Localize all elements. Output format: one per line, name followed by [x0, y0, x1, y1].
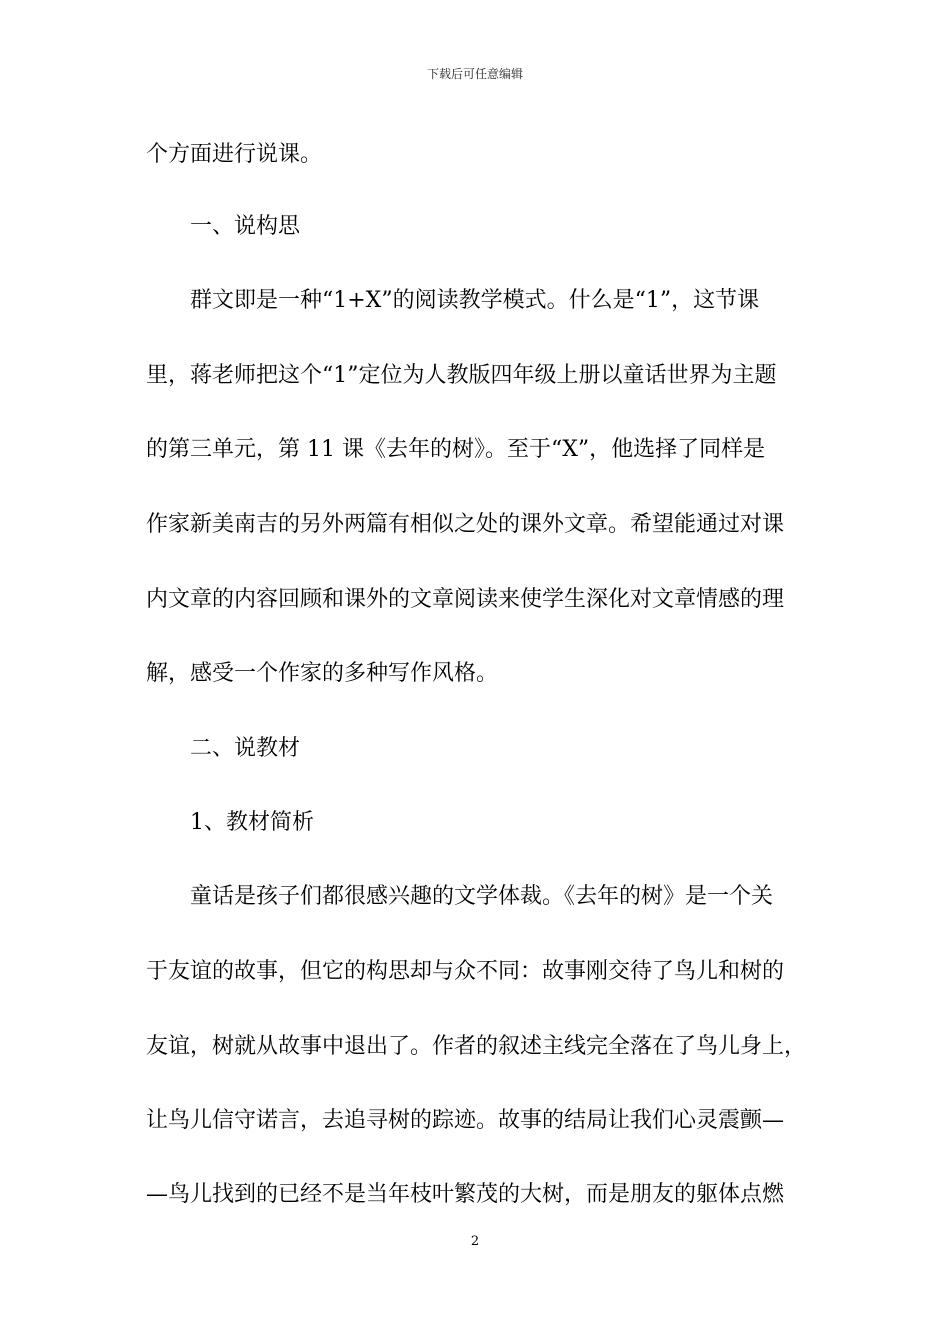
section-heading: 二、说教材 — [190, 736, 301, 761]
text-line: 的第三单元，第 11 课《去年的树》。至于“X”，他选择了同样是 — [146, 437, 766, 462]
text-line: —鸟儿找到的已经不是当年枝叶繁茂的大树，而是朋友的躯体点燃 — [146, 1182, 785, 1207]
text-line: 群文即是一种“1+X”的阅读教学模式。什么是“1”，这节课 — [190, 288, 760, 313]
section-heading: 一、说构思 — [190, 214, 301, 239]
text-line: 解，感受一个作家的多种写作风格。 — [146, 661, 499, 686]
text-line: 童话是孩子们都很感兴趣的文学体裁。《去年的树》是一个关 — [190, 884, 774, 909]
subsection-heading: 1、教材简析 — [190, 810, 314, 835]
text-line: 让鸟儿信守诺言，去追寻树的踪迹。故事的结局让我们心灵震颤— — [146, 1108, 785, 1133]
text-line: 内文章的内容回顾和课外的文章阅读来使学生深化对文章情感的理 — [146, 587, 785, 612]
text-line: 里，蒋老师把这个“1”定位为人教版四年级上册以童话世界为主题 — [146, 363, 777, 388]
page-number: 2 — [470, 1234, 480, 1249]
text-line: 作家新美南吉的另外两篇有相似之处的课外文章。希望能通过对课 — [146, 512, 785, 537]
text-line: 于友谊的故事，但它的构思却与众不同：故事刚交待了鸟儿和树的 — [146, 959, 785, 984]
page-header: 下载后可任意编辑 — [426, 67, 523, 81]
text-line: 友谊，树就从故事中退出了。作者的叙述主线完全落在了鸟儿身上， — [146, 1034, 807, 1059]
text-line: 个方面进行说课。 — [146, 142, 323, 167]
